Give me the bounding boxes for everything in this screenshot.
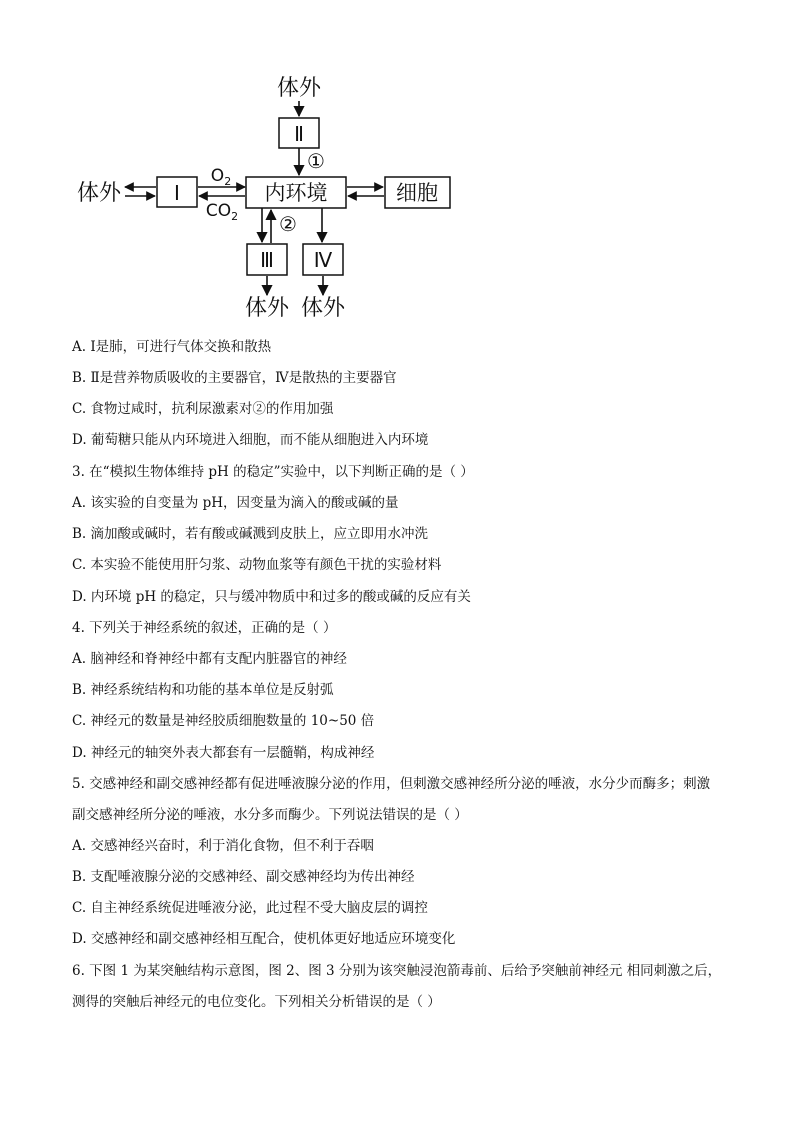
marker-2: ② (279, 212, 297, 236)
outside-label-top: 体外 (276, 76, 322, 101)
q5-option-d: D. 交感神经和副交感神经相互配合，使机体更好地适应环境变化 (72, 931, 456, 947)
q5-option-b: B. 支配唾液腺分泌的交感神经、副交感神经均为传出神经 (72, 869, 415, 885)
q5-option-a: A. 交感神经兴奋时，利于消化食物，但不利于吞咽 (72, 838, 374, 854)
q5-option-c: C. 自主神经系统促进唾液分泌，此过程不受大脑皮层的调控 (72, 900, 428, 916)
marker-1: ① (307, 149, 325, 173)
box-III-label: Ⅲ (260, 248, 274, 272)
q4-option-b: B. 神经系统结构和功能的基本单位是反射弧 (72, 682, 334, 698)
outside-label-bottom-right: 体外 (300, 296, 346, 321)
q3-option-d: D. 内环境 pH 的稳定，只与缓冲物质中和过多的酸或碱的反应有关 (72, 589, 471, 605)
box-I-label: Ⅰ (174, 181, 180, 205)
q2-option-c: C. 食物过咸时，抗利尿激素对②的作用加强 (72, 401, 334, 417)
q2-option-b: B. Ⅱ是营养物质吸收的主要器官，Ⅳ是散热的主要器官 (72, 370, 397, 386)
q6-stem: 6. 下图 1 为某突触结构示意图，图 2、图 3 分别为该突触浸泡箭毒前、后给予突触前神经元 相同刺激之后，测得的突触后神经元的电位变化。下列相关分析错误的是（ ） (72, 963, 722, 1010)
box-IV-label: Ⅳ (313, 248, 333, 272)
body-fluid-exchange-diagram (0, 0, 794, 330)
q2-option-a: A. Ⅰ是肺，可进行气体交换和散热 (72, 339, 272, 355)
q5-stem: 5. 交感神经和副交感神经都有促进唾液腺分泌的作用，但刺激交感神经所分泌的唾液，水分少而酶多；刺激副交感神经所分泌的唾液，水分多而酶少。下列说法错误的是（ ） (72, 776, 711, 823)
q3-option-a: A. 该实验的自变量为 pH，因变量为滴入的酸或碱的量 (72, 495, 399, 511)
cell-label: 细胞 (396, 181, 438, 205)
q4-stem: 4. 下列关于神经系统的叙述，正确的是（ ） (72, 620, 337, 636)
q4-option-d: D. 神经元的轴突外表大都套有一层髓鞘，构成神经 (72, 745, 375, 761)
outside-label-left: 体外 (76, 181, 122, 206)
q3-stem: 3. 在“模拟生物体维持 pH 的稳定”实验中，以下判断正确的是（ ） (72, 464, 474, 480)
co2-label: $CO_2$ (205, 201, 239, 223)
q3-option-b: B. 滴加酸或碱时，若有酸或碱溅到皮肤上，应立即用水冲洗 (72, 526, 429, 542)
q2-option-d: D. 葡萄糖只能从内环境进入细胞，而不能从细胞进入内环境 (72, 432, 429, 448)
q4-option-a: A. 脑神经和脊神经中都有支配内脏器官的神经 (72, 651, 347, 667)
o2-label: $O_2$ (210, 166, 232, 188)
outside-label-bottom-left: 体外 (244, 296, 290, 321)
box-II-label: Ⅱ (294, 122, 304, 146)
q3-option-c: C. 本实验不能使用肝匀浆、动物血浆等有颜色干扰的实验材料 (72, 557, 442, 573)
q4-option-c: C. 神经元的数量是神经胶质细胞数量的 10~50 倍 (72, 713, 375, 729)
internal-environment-label: 内环境 (264, 181, 328, 205)
